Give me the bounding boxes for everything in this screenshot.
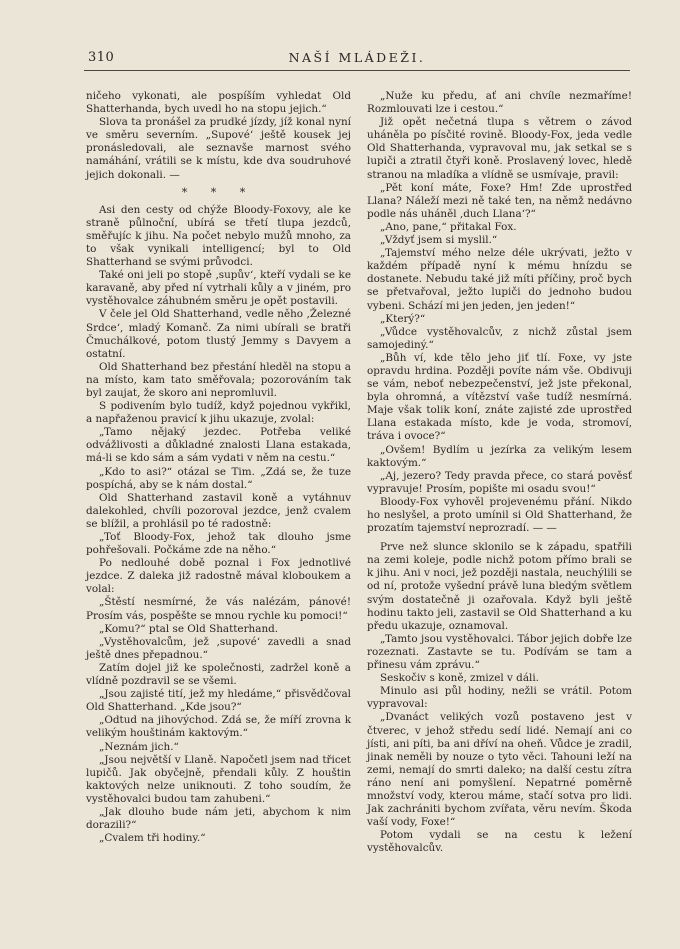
- paragraph: „Jsou největší v Llaně. Napočetl jsem nad třicet lupičů. Jak obyčejně, přendali kůly. Z houštin kaktových nelze uniknouti. Z toho soudím, že vystěhovalci budou tam zahubeni.“: [86, 753, 351, 805]
- paragraph: „Který?“: [380, 312, 426, 325]
- paragraph: S podivením bylo tudíž, když pojednou vykřikl, a napřaženou pravicí k jihu ukazuje, zvolal:: [86, 400, 351, 426]
- paragraph: „Toť Bloody-Fox, jehož tak dlouho jsme pohřešovali. Počkáme zde na něho.“: [86, 531, 351, 557]
- paragraph: Potom vydali se na cestu k ležení vystěhovalcův.: [367, 829, 632, 855]
- paragraph: Také oni jeli po stopě ‚supův‘, kteří vydali se ke karavaně, aby před ní vytrhali kůly a v jiném, pro vystěhovalce záhubném směru je opět postavili.: [86, 269, 351, 308]
- paragraph: „Tamto jsou vystěhovalci. Tábor jejich dobře lze rozeznati. Zastavte se tu. Podívám se tam a přinesu vám zprávu.“: [367, 632, 632, 672]
- paragraph: „Štěstí nesmírné, že vás nalézám, pánové! Prosím vás, pospěšte se mnou rychle ku pomoci!“: [86, 596, 351, 622]
- paragraph: Po nedlouhé době poznal i Fox jednotlivé jezdce. Z daleka již radostně mával kloboukem a volal:: [86, 557, 351, 596]
- paragraph: „Vždyť jsem si myslil.“: [380, 234, 498, 247]
- paragraph: V čele jel Old Shatterhand, vedle něho ‚Železné Srdce‘, mladý Komanč. Za nimi ubírali se bratři Čmuchálkové, potom tlustý Jemmy s Davyem a ostatní.: [86, 308, 351, 360]
- paragraph: „Aj, jezero? Tedy pravda přece, co stará pověsť vypravuje! Prosím, popište mi osadu svou!“: [367, 469, 632, 495]
- paragraph: „Pět koní máte, Foxe? Hm! Zde uprostřed Llana? Náleží mezi ně také ten, na němž nedávno podle nás uháněl ‚duch Llana‘?“: [367, 181, 632, 220]
- page-number: 310: [88, 50, 115, 65]
- paragraph: Slova ta pronášel za prudké jízdy, jíž konal nyní ve směru severním. „Supové‘ ještě kousek jej pronásledovali, ale seznavše marnost svého namáhání, vrátili se k místu, kde dva soudruhové jejich dokonali. —: [86, 116, 351, 181]
- running-title: NAŠÍ MLÁDEŽI.: [288, 50, 426, 65]
- paragraph: Old Shatterhand bez přestání hleděl na stopu a na místo, kam tato směřovala; pozorováním tak byl zaujat, že skoro ani nepromluvil.: [86, 360, 351, 399]
- page-header: [84, 50, 630, 70]
- header-rule: [84, 70, 630, 71]
- section-divider: * * *: [181, 185, 256, 199]
- paragraph: Zatím dojel již ke společnosti, zadržel koně a vlídně pozdravil se se všemi.: [86, 661, 351, 688]
- paragraph: „Ano, pane,“ přitakal Fox.: [380, 220, 517, 233]
- paragraph: „Dvanáct velikých vozů postaveno jest v čtverec, v jehož středu sedí lidé. Nemají ani co jísti, ani píti, ba ani dříví na oheň. Vůdce je zradil, jinak neměli by nouze o tyto věci. Tahouni leží na zemi, nemají do smrti daleko; na další cestu zítra ráno není ani pomyšlení. Nepatrné poměrně množství vody, kterou máme, stačí sotva pro lidi. Jak zachrániti bychom zvířata, věru nevím. Škoda vaší vody, Foxe!“: [367, 711, 632, 829]
- paragraph: „Jak dlouho bude nám jeti, abychom k nim dorazili?“: [86, 805, 351, 832]
- paragraph: Seskočiv s koně, zmizel v dáli.: [380, 672, 539, 685]
- paragraph: Minulo asi půl hodiny, nežli se vrátil. Potom vypravoval:: [367, 685, 632, 711]
- paragraph: „Bůh ví, kde tělo jeho jiť tlí. Foxe, vy jste opravdu hrdina. Později povíte nám vše. Obdivuji se vám, neboť nebezpečenství, jež jste překonal, byla ohromná, a vítězství vaše tudíž nesmírná. Maje však tolik koní, znáte zajisté zde uprostřed Llana estakada místo, kde je voda, stromoví, tráva i ovoce?“: [367, 351, 632, 443]
- paragraph: „Cvalem tři hodiny.“: [99, 832, 206, 845]
- paragraph: „Komu?“ ptal se Old Shatterhand.: [99, 622, 279, 635]
- paragraph: „Odtud na jihovýchod. Zdá se, že míří zrovna k velikým houštinám kaktovým.“: [86, 714, 351, 740]
- paragraph: „Tamo nějaký jezdec. Potřeba veliké odvážlivosti a důkladné znalosti Llana estakada, má-li se kdo sám a sám vydati v něm na cestu.“: [86, 426, 351, 465]
- left-column: [86, 90, 351, 845]
- paragraph: „Ovšem! Bydlím u jezírka za velikým lesem kaktovým.“: [367, 443, 632, 469]
- paragraph: Old Shatterhand zastavil koně a vytáhnuv dalekohled, chvíli pozoroval jezdce, jenž cvalem se blížil, a prohlásil po té radostně:: [86, 491, 351, 530]
- paragraph: ničeho vykonati, ale pospíším vyhledat Old Shatterhanda, bych uvedl ho na stopu jejich.“: [86, 90, 351, 116]
- paragraph: „Vůdce vystěhovalcův, z nichž zůstal jsem samojediný.“: [367, 325, 632, 351]
- paragraph: Již opět nečetná tlupa s větrem o závod uháněla po písčité rovině. Bloody-Fox, jeda vedle Old Shatterhanda, vypravoval mu, jak setkal se s lupiči a ztratil čtyři koně. Proslavený lovec, hledě stranou na mladíka a vlídně se usmívaje, pravil:: [367, 116, 632, 181]
- paragraph: Prve než slunce sklonilo se k západu, spatřili na zemi koleje, podle nichž potom přímo brali se k jihu. Ani v noci, jež později nastala, neuchýlili se od ní, protože vyšední právě luna bledým světlem svým dostatečně ji ozařovala. Když byli ještě hodinu takto jeli, zastavil se Old Shatterhand a ku předu ukazuje, oznamoval.: [367, 541, 632, 632]
- paragraph: „Jsou zajisté tití, jež my hledáme,“ přisvědčoval Old Shatterhand. „Kde jsou?“: [86, 688, 351, 714]
- paragraph: „Vystěhovalcům, jež ‚supové‘ zavedli a snad ještě dnes přepadnou.“: [86, 635, 351, 661]
- paragraph: „Nuže ku předu, ať ani chvíle nezmaříme! Rozmlouvati lze i cestou.“: [367, 90, 632, 116]
- paragraph: Bloody-Fox vyhověl projevenému přání. Nikdo ho neslyšel, a proto umínil si Old Shatterhand, že prozatím tajemství neprozradí. — —: [367, 495, 632, 535]
- paragraph: Asi den cesty od chýže Bloody-Foxovy, ale ke straně půlnoční, ubírá se třetí tlupa jezdců, směřujíc k jihu. Na počet nebylo mužů mnoho, za to však vynikali intelligencí; byl to Old Shatterhand se svými průvodci.: [86, 203, 351, 269]
- paragraph: „Kdo to asi?“ otázal se Tim. „Zdá se, že tuze pospíchá, aby se k nám dostal.“: [86, 465, 351, 491]
- paragraph: „Neznám jich.“: [99, 740, 179, 753]
- paragraph: „Tajemství mého nelze déle ukrývati, ježto v každém případě nyní k mému hnízdu se dostanete. Nebudu také již míti příčiny, proč bych se přetvařoval, ježto lupiči do jednoho budou vybeni. Schází mi jen jeden, jen jeden!“: [367, 247, 632, 312]
- right-column: [367, 90, 632, 855]
